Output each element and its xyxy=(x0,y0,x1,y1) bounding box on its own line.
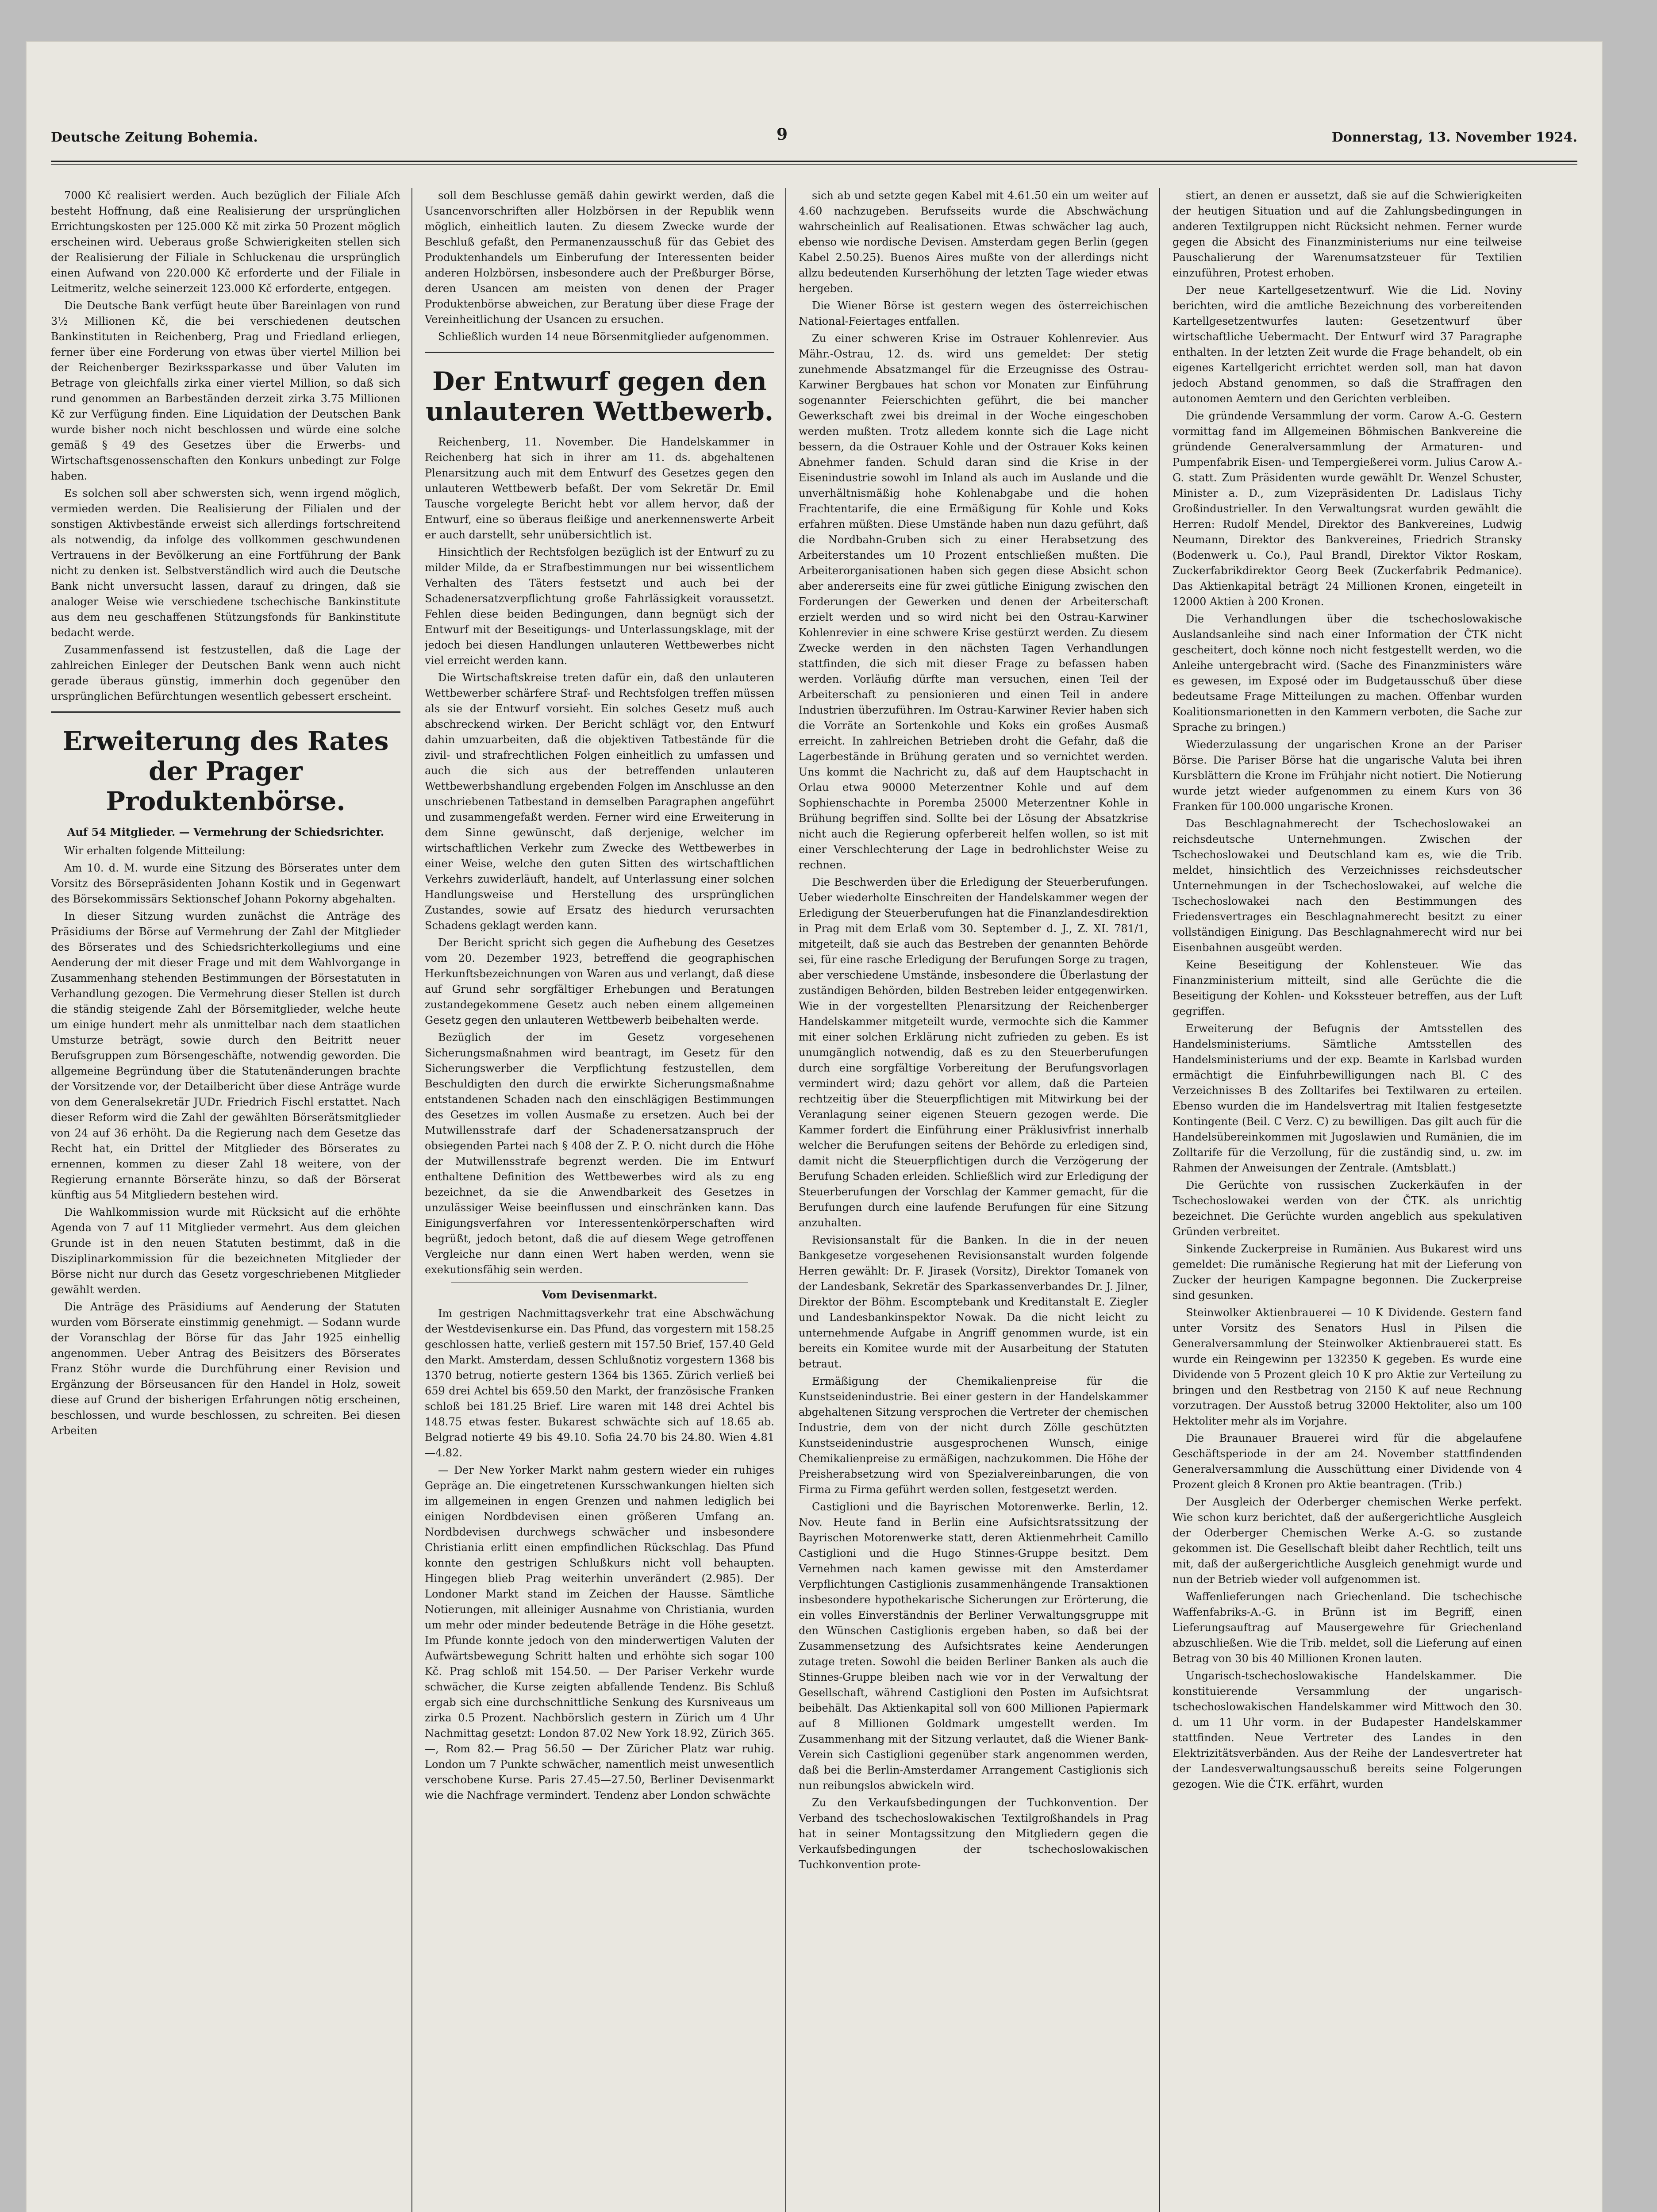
article-paragraph: Wir erhalten folgende Mitteilung: xyxy=(64,845,246,857)
article-paragraph: Keine Beseitigung der Kohlensteuer. Wie das Finanzministerium mitteilt, sind alle Gerüchte die die Beseitigung der Kohlen- und Kokssteuer betreffen, aus der Luft gegriffen. xyxy=(1173,959,1522,1018)
article-paragraph: In dieser Sitzung wurden zunächst die Anträge des Präsidiums der Börse auf Vermehrung der Zahl der Mitglieder des Börserates und des Schiedsrichterkollegiums und eine Aenderung der mit dieser Frage und mit dem Wahlvorgange in Zusammenhang stehenden Bestimmungen der Börsestatuten in Verhandlung gezogen. Die Vermehrung dieser Stellen ist durch die ständig steigende Zahl der Börsemitglieder, welche heute um einige hundert mehr als unmittelbar nach dem staatlichen Umsturze beträgt, sowie durch den Beitritt neuer Berufsgruppen zum Börsengeschäfte, notwendig geworden. Die allgemeine Begründung über die Statutenänderungen brachte der Vorsitzende vor, der Detailbericht über diese Anträge wurde von dem Generalsekretär JUDr. Friedrich Fischl erstattet. Nach dieser Reform wird die Zahl der gewählten Börserätsmitglieder von 24 auf 36 erhöht. Da die Regierung nach dem Gesetze das Recht hat, ein Drittel der Mitglieder des Börserates zu ernennen, kommen zu dieser Zahl 18 weitere, von der Regierung ernannte Börseräte hinzu, so daß der Börserat künftig aus 54 Mitgliedern bestehen wird. xyxy=(51,910,400,1201)
article-paragraph: Der Bericht spricht sich gegen die Aufhebung des Gesetzes vom 20. Dezember 1923, betreffend die geographischen Herkunftsbezeichnungen von Waren aus und verlangt, daß diese auf Grund sehr sorgfältiger Erhebungen und Beratungen zustandegekommene Gesetz auch neben einem allgemeinen Gesetz gegen den unlauteren Wettbewerb beibehalten werde. xyxy=(425,937,774,1026)
article-paragraph: Hinsichtlich der Rechtsfolgen bezüglich ist der Entwurf zu zu milder Milde, da er Strafbestimmungen nur bei wissentlichem Verhalten des Täters festsetzt und auch bei der Schadenersatzverpflichtung große Fahrlässigkeit voraussetzt. Fehlen diese beiden Bedingungen, dann begnügt sich der Entwurf mit der Beseitigungs- und Unterlassungsklage, mit der jedoch bei diesen Handlungen unlauteren Wettbewerbes nicht viel erreicht werden kann. xyxy=(425,546,774,667)
article-paragraph: stiert, an denen er aussetzt, daß sie auf die Schwierigkeiten der heutigen Situation und auf die Zahlungsbedingungen in anderen Textilgruppen nicht Rücksicht nehmen. Ferner wurde gegen die Absicht des Finanzministeriums nur eine teilweise Pauschalierung der Warenumsatzsteuer für Textilien einzuführen, Protest erhoben. xyxy=(1173,189,1522,279)
column-1 xyxy=(51,188,400,2212)
article-paragraph: Am 10. d. M. wurde eine Sitzung des Börserates unter dem Vorsitz des Börsepräsidenten Johann Kostik und in Gegenwart des Börsekommissärs Sektionschef Johann Pokorny abgehalten. xyxy=(51,862,400,905)
page-number: 9 xyxy=(777,125,788,144)
column-3 xyxy=(799,188,1148,2212)
article-paragraph: Die Anträge des Präsidiums auf Aenderung der Statuten wurden vom Börserate einstimmig genehmigt. — Sodann wurde der Voranschlag der Börse für das Jahr 1925 einhellig angenommen. Ueber Antrag des Beisitzers des Börserates Franz Stöhr wurde die Durchführung einer Revision und Ergänzung der Börseusancen für den Handel in Holz, soweit diese auf Grund der bisherigen Erfahrungen nötig erscheinen, beschlossen, und wurde beschlossen, zu schreiten. Bei diesen Arbeiten xyxy=(51,1301,400,1437)
issue-date: Donnerstag, 13. November 1924. xyxy=(1331,130,1577,145)
article-paragraph: Zu einer schweren Krise im Ostrauer Kohlenrevier. Aus Mähr.-Ostrau, 12. ds. wird uns gemeldet: Der stetig zunehmende Absatzmangel für die Erzeugnisse des Ostrau-Karwiner Bergbaues hat schon vor Monaten zur Einführung sogenannter Feierschichten geführt, die bei mancher Gewerkschaft zwei bis dreimal in der Woche eingeschoben werden mußten. Trotz alledem konnte sich die Lage nicht bessern, da die Ostrauer Kohle und der Ostrauer Koks keinen Abnehmer fanden. Schuld daran sind die Krise in der Eisenindustrie sowohl im Inland als auch im Auslande und die unverhältnismäßig hohe Kohlenabgabe und die hohen Frachtentarife, die eine Ermäßigung für Kohle und Koks erfahren müßten. Diese Umstände haben nun dazu geführt, daß die Nordbahn-Gruben sich zu einer Herabsetzung des Arbeiterstandes um 10 Prozent entschließen mußten. Die Arbeiterorganisationen haben sich gegen diese Absicht schon aber andererseits eine für zwei gütliche Einigung zwischen den Forderungen der Gewerken und denen der Arbeiterschaft erzielt werden und so wird nicht bei den Ostrau-Karwiner Kohlenrevier in eine schwere Krise gestürzt werden. Zu diesem Zwecke werden in den nächsten Tagen Verhandlungen stattfinden, die sich mit dieser Frage zu befassen haben werden. Vorläufig dürfte man versuchen, einen Teil der Arbeiterschaft zu pensionieren und einen Teil in andere Industrien überzuführen. Im Ostrau-Karwiner Revier haben sich die Vorräte an Sortenkohle und Koks ein großes Ausmaß erreicht. In zahlreichen Betrieben droht die Gefahr, daß die Lagerbestände in Brühung geraten und so vernichtet werden. Uns kommt die Nachricht zu, daß auf dem Hauptschacht in Orlau etwa 90000 Meterzentner Kohle und auf dem Sophienschachte in Poremba 25000 Meterzentner Kohle in Brühung begriffen sind. Sollte bei der Lösung der Absatzkrise nicht auch die Regierung opferbereit helfen wollen, so ist mit einer Verschlechterung der Lage in bedrohlichster Weise zu rechnen. xyxy=(799,332,1148,871)
column-divider xyxy=(1159,188,1160,2212)
article-paragraph: Waffenlieferungen nach Griechenland. Die tschechische Waffenfabriks-A.-G. in Brünn ist im Begriff, einen Lieferungsauftrag auf Mausergewehre für Griechenland abzuschließen. Wie die Trib. meldet, soll die Lieferung auf einen Betrag von 30 bis 40 Millionen Kronen lauten. xyxy=(1173,1590,1522,1665)
article-paragraph: Die Gerüchte von russischen Zuckerkäufen in der Tschechoslowakei werden von der ČTK. als unrichtig bezeichnet. Die Gerüchte wurden angeblich aus spekulativen Gründen verbreitet. xyxy=(1173,1179,1522,1238)
article-paragraph: Die gründende Versammlung der vorm. Carow A.-G. Gestern vormittag fand im Allgemeinen Böhmischen Bankvereine die gründende Generalversammlung der Armaturen- und Pumpenfabrik Eisen- und Tempergießerei vorm. Julius Carow A.-G. statt. Zum Präsidenten wurde gewählt Dr. Wenzel Schuster, Minister a. D., zum Vizepräsidenten Dr. Ladislaus Tichy Großindustrieller. In den Verwaltungsrat wurden gewählt die Herren: Rudolf Mendel, Direktor des Bankvereines, Ludwig Neumann, Direktor des Bankvereines, Friedrich Stransky (Bodenwerk u. Co.), Paul Brandl, Direktor Viktor Roskam, Zuckerfabrikdirektor Georg Beek (Zuckerfabrik Pedmanice). Das Aktienkapital beträgt 24 Millionen Kronen, eingeteilt in 12000 Aktien à 200 Kronen. xyxy=(1173,410,1522,608)
newspaper-page xyxy=(27,42,1602,2212)
article-paragraph: Die Verhandlungen über die tschechoslowakische Auslandsanleihe sind nach einer Information der ČTK nicht gescheitert, doch könne noch nicht festgestellt werden, wo die Anleihe untergebracht wird. (Sache des Finanzministers wäre es gewesen, im Exposé oder im Budgetausschuß über diese bedeutsame Frage Mitteilungen zu machen. Offenbar wurden Koalitionsmarionetten in den Kammern verboten, die Sache zur Sprache zu bringen.) xyxy=(1173,613,1522,733)
article-paragraph: Ungarisch-tschechoslowakische Handelskammer. Die konstituierende Versammlung der ungarisch-tschechoslowakischen Handelskammer wird Mittwoch den 30. d. um 11 Uhr vorm. in der Budapester Handelskammer stattfinden. Neue Vertreter des Landes in den Elektrizitätsverbänden. Aus der Reihe der Landesvertreter hat der Landesverwaltungsausschuß bereits seine Folgerungen gezogen. Wie die ČTK. erfährt, wurden xyxy=(1173,1670,1522,1790)
headline-prager-produktenboerse: Erweiterung des Rates der Prager Produktenbörse. xyxy=(62,726,389,816)
article-paragraph: Der Ausgleich der Oderberger chemischen Werke perfekt. Wie schon kurz berichtet, daß der außergerichtliche Ausgleich der Oderberger Chemischen Werke A.-G. so zustande gekommen ist. Die Gesellschaft bleibt daher Rechtlich, teilt uns mit, daß der außergerichtliche Ausgleich genehmigt wurde und nun der Betrieb wieder voll aufgenommen ist. xyxy=(1173,1496,1522,1586)
article-paragraph: Zusammenfassend ist festzustellen, daß die Lage der zahlreichen Einleger der Deutschen Bank wenn auch nicht gerade überaus günstig, immerhin doch gegenüber den ursprünglichen Befürchtungen wesentlich gebessert erscheint. xyxy=(51,644,400,703)
article-paragraph: Reichenberg, 11. November. Die Handelskammer in Reichenberg hat sich in ihrer am 11. ds. abgehaltenen Plenarsitzung auch mit dem Entwurf des Gesetzes gegen den unlauteren Wettbewerb befaßt. Der vom Sekretär Dr. Emil Tausche vorgelegte Bericht hebt vor allem hervor, daß der Entwurf, eine so überaus fleißige und anerkennenswerte Arbeit er auch darstellt, sehr unübersichtlich ist. xyxy=(425,436,774,541)
article-paragraph: Zu den Verkaufsbedingungen der Tuchkonvention. Der Verband des tschechoslowakischen Textilgroßhandels in Prag hat in seiner Montagssitzung den Mitgliedern gegen die Verkaufsbedingungen der tschechoslowakischen Tuchkonvention prote- xyxy=(799,1797,1148,1871)
header-rule xyxy=(51,161,1577,162)
article-paragraph: Die Beschwerden über die Erledigung der Steuerberufungen. Ueber wiederholte Einschreiten der Handelskammer wegen der Erledigung der Steuerberufungen hat die Finanzlandesdirektion in Prag mit dem Erlaß vom 30. September d. J., Z. XI. 781/1, mitgeteilt, daß sie auch das Bestreben der genannten Behörde sei, für eine rasche Erledigung der Berufungen Sorge zu tragen, aber verschiedene Umstände, insbesondere die Überlastung der zuständigen Behörden, bilden Bestreben leider entgegenwirken. Wie in der vorgestellten Plenarsitzung der Reichenberger Handelskammer mitgeteilt wurde, vermochte sich die Kammer mit einer solchen Erklärung nicht zufrieden zu geben. Es ist unumgänglich notwendig, daß es zu den Steuerberufungen durch eine sorgfältige Vorbereitung der Berufungsvorlagen vermindert wird; dazu gehört vor allem, daß die Parteien rechtzeitig über die Steuerpflichtigen mit Mitwirkung bei der Veranlagung seiner eigenen Steuern gezogen werde. Die Kammer fordert die Einführung einer Präklusivfrist innerhalb welcher die Berufungen seitens der Behörde zu erledigen sind, damit nicht die Steuerpflichtigen durch die Verzögerung der Berufung Schaden erleiden. Schließlich wird zur Erledigung der Steuerberufungen der Vorschlag der Kammer gemacht, für die Berufungen durch eine laufende Berufungen für eine Sitzung anzuhalten. xyxy=(799,876,1148,1229)
page-header xyxy=(51,122,1577,157)
header-rule-thin xyxy=(51,164,1577,165)
article-paragraph: 7000 Kč realisiert werden. Auch bezüglich der Filiale Aſch besteht Hoffnung, daß eine Realisierung der ursprünglichen Errichtungskosten per 125.000 Kč mit zirka 50 Prozent möglich erscheinen wird. Ueberaus große Schwierigkeiten stellen sich der Realisierung der Filiale in Schluckenau die ursprünglich einen Aufwand von 220.000 Kč erforderte und der Filiale in Leitmeritz, welche seinerzeit 123.000 Kč erforderte, entgegen. xyxy=(51,189,400,295)
article-separator xyxy=(425,352,774,353)
article-paragraph: Sinkende Zuckerpreise in Rumänien. Aus Bukarest wird uns gemeldet: Die rumänische Regierung hat mit der Lieferung von Zucker der heurigen Kampagne begonnen. Die Zuckerpreise sind gesunken. xyxy=(1173,1243,1522,1302)
article-paragraph: Ermäßigung der Chemikalienpreise für die Kunstseidenindustrie. Bei einer gestern in der Handelskammer abgehaltenen Sitzung versprochen die Vertreter der chemischen Industrie, dem von der nicht durch Zölle geschützten Kunstseidenindustrie ausgesprochenen Wunsch, einige Chemikalienpreise zu ermäßigen, nachzukommen. Die Höhe der Preisherabsetzung wird von Spezialvereinbarungen, die von Firma zu Firma geführt werden sollen, festgesetzt werden. xyxy=(799,1375,1148,1496)
article-paragraph: soll dem Beschlusse gemäß dahin gewirkt werden, daß die Usancenvorschriften aller Holzbörsen in der Republik wenn möglich, einheitlich lauten. Zu diesem Zwecke wurde der Beschluß gefaßt, den Permanenzausschuß für das Gebiet des Produktenhandels um Einberufung der Interessenten beider anderen Holzbörsen, insbesondere auch der Preßburger Börse, deren Usancen am meisten von denen der Prager Produktenbörse abweichen, zur Beratung über diese Frage der Vereinheitlichung der Usancen zu ersuchen. xyxy=(425,189,774,326)
column-divider xyxy=(785,188,786,2212)
article-paragraph: Revisionsanstalt für die Banken. In die in der neuen Bankgesetze vorgesehenen Revisionsanstalt wurden folgende Herren gewählt: Dr. F. Jirasek (Vorsitz), Direktor Tomanek von der Landesbank, Sekretär des Sparkassenverbandes Dr. J. Jilner, Direktor der Böhm. Escomptebank und Kreditanstalt E. Ziegler und Landesbankinspektor Nowak. Da die nicht leicht zu unternehmende Aufgabe in Angriff genommen wurde, ist ein bereits ein Komitee wurde mit der Ausarbeitung der Statuten betraut. xyxy=(799,1234,1148,1370)
column-2 xyxy=(425,188,774,2212)
article-paragraph: Schließlich wurden 14 neue Börsenmitglieder aufgenommen. xyxy=(438,330,769,343)
article-paragraph: Bezüglich der im Gesetz vorgesehenen Sicherungsmaßnahmen wird beantragt, im Gesetz für den Sicherungswerber die Verpflichtung festzustellen, dem Beschuldigten den durch die erwirkte Sicherungsmaßnahme entstandenen Schaden nach den einschlägigen Bestimmungen des Gesetzes im vollen Ausmaße zu ersetzen. Auch bei der Mutwillensstrafe darf der Schadenersatzanspruch der obsiegenden Partei nach § 408 der Z. P. O. nicht durch die Höhe der Mutwillensstrafe begrenzt werden. Die im Entwurf enthaltene Definition des Wettbewerbes wird als zu eng bezeichnet, da sie die Anwendbarkeit des Gesetzes in unzulässiger Weise beeinflussen und einschränken kann. Das Einigungsverfahren vor Interessentenkörperschaften wird begrüßt, jedoch betont, daß die auf diesem Wege getroffenen Vergleiche nur dann einen Wert haben werden, wenn sie exekutionsfähig sein werden. xyxy=(425,1031,774,1276)
article-paragraph: Steinwolker Aktienbrauerei — 10 K Dividende. Gestern fand unter Vorsitz des Senators Husl in Pilsen die Generalversammlung der Steinwolker Aktienbrauerei statt. Es wurde ein Reingewinn per 132350 K gegeben. Es wurde eine Dividende von 5 Prozent gleich 10 K pro Aktie zur Verteilung zu bringen und den Restbetrag von 2150 K auf neue Rechnung vorzutragen. Der Ausstoß betrug 32000 Hektoliter, also um 100 Hektoliter mehr als im Vorjahre. xyxy=(1173,1306,1522,1427)
column-divider xyxy=(411,188,412,2212)
section-title-devisenmarkt: Vom Devisenmarkt. xyxy=(542,1288,657,1301)
article-paragraph: Die Wirtschaftskreise treten dafür ein, daß den unlauteren Wettbewerber schärfere Straf- und Rechtsfolgen treffen müssen als sie der Entwurf vorsieht. Ein solches Gesetz muß auch abschreckend wirken. Der Bericht schlägt vor, den Entwurf dahin umzuarbeiten, daß die objektiven Tatbestände für die zivil- und strafrechtlichen Folgen einheitlich zu umfassen und auch die sich aus der betreffenden unlauteren Wettbewerbshandlung ergebenden Folgen im Anschlusse an den unschriebenen Tatbestand in demselben Paragraphen angeführt und zusammengefaßt werden. Ferner wird eine Erweiterung in dem Sinne gewünscht, daß derjenige, welcher im wirtschaftlichen Verkehr zum Zwecke des Wettbewerbes in einer Weise, welche den guten Sitten des wirtschaftlichen Verkehrs zuwiderläuft, handelt, auf Unterlassung einer solchen Handlungsweise und Herstellung des ursprünglichen Zustandes, sowie auf Ersatz des hiedurch verursachten Schadens geklagt werden kann. xyxy=(425,672,774,932)
article-paragraph: Die Deutsche Bank verfügt heute über Bareinlagen von rund 3½ Millionen Kč, die bei verschiedenen deutschen Bankinstituten in Reichenberg, Prag und Friedland erliegen, ferner über eine Forderung von etwas über viertel Million bei der Reichenberger Bezirkssparkasse und über Valuten im Betrage von gleichfalls zirka einer viertel Million, so daß sich rund genommen an Barbeständen derzeit zirka 3.75 Millionen Kč zur Verfügung finden. Eine Liquidation der Deutschen Bank wurde bisher noch nicht beschlossen und würde eine solche gemäß § 49 des Gesetzes über die Erwerbs- und Wirtschaftsgenossenschaften den Konkurs unbedingt zur Folge haben. xyxy=(51,300,400,482)
article-paragraph: Wiederzulassung der ungarischen Krone an der Pariser Börse. Die Pariser Börse hat die ungarische Valuta bei ihren Kursblättern die Krone im Frühjahr nicht notiert. Die Notierung wurde jetzt wieder aufgenommen zu einem Kurs von 36 Franken für 100.000 ungarische Kronen. xyxy=(1173,738,1522,813)
article-separator xyxy=(51,711,400,713)
article-paragraph: Die Wahlkommission wurde mit Rücksicht auf die erhöhte Agenda von 7 auf 11 Mitglieder vermehrt. Aus dem gleichen Grunde ist in den neuen Statuten bestimmt, daß in die Disziplinarkommission für die bezeichneten Mitglieder der Börse nicht nur durch das Gesetz vorgeschriebenen Mitglieder gewählt werden. xyxy=(51,1206,400,1296)
subheadline: Auf 54 Mitglieder. — Vermehrung der Schiedsrichter. xyxy=(67,826,384,838)
article-paragraph: sich ab und setzte gegen Kabel mit 4.61.50 ein um weiter auf 4.60 nachzugeben. Berufsseits wurde die Abschwächung wahrscheinlich auf Realisationen. Etwas schwächer lag auch, ebenso wie nordische Devisen. Amsterdam gegen Berlin (gegen Kabel 2.50.25). Buenos Aires mußte von der allerdings nicht allzu bedeutenden Kurserhöhung der letzten Tage wieder etwas hergeben. xyxy=(799,189,1148,295)
article-paragraph: Erweiterung der Befugnis der Amtsstellen des Handelsministeriums. Sämtliche Amtsstellen des Handelsministeriums und der exp. Beamte in Karlsbad wurden ermächtigt die Einfuhrbewilligungen nach Bl. C des Verzeichnisses B des Zolltarifes bei Textilwaren zu erteilen. Ebenso wurden die im Handelsvertrag mit Italien festgesetzte Kontingente (Beil. C Verz. C) zu bewilligen. Das gilt auch für die Handelsübereinkommen mit Jugoslawien und Rumänien, die im Zolltarife für die Verzollung, für die zuständig sind, u. zw. im Rahmen der Anweisungen der Zentrale. (Amtsblatt.) xyxy=(1173,1022,1522,1174)
article-separator xyxy=(451,1282,748,1283)
masthead-left: Deutsche Zeitung Bohemia. xyxy=(51,130,258,145)
article-paragraph: Im gestrigen Nachmittagsverkehr trat eine Abschwächung der Westdevisenkurse ein. Das Pfund, das vorgestern mit 158.25 geschlossen hatte, verließ gestern mit 157.50 Brief, 157.40 Geld den Markt. Amsterdam, dessen Schlußnotiz vorgestern 1368 bis 1370 betrug, notierte gestern 1364 bis 1365. Zürich verließ bei 659 drei Achtel bis 659.50 den Markt, der französische Franken schloß bei 181.25 Brief. Lire waren mit 148 drei Achtel bis 148.75 etwas fester. Bukarest schwächte sich auf 18.65 ab. Belgrad notierte 49 bis 49.10. Sofia 24.70 bis 24.80. Wien 4.81—4.82. xyxy=(425,1307,774,1459)
article-paragraph: Die Braunauer Brauerei wird für die abgelaufene Geschäftsperiode in der am 24. November stattfindenden Generalversammlung die Ausschüttung einer Dividende von 4 Prozent gleich 8 Kronen pro Aktie beantragen. (Trib.) xyxy=(1173,1432,1522,1491)
article-paragraph: Das Beschlagnahmerecht der Tschechoslowakei an reichsdeutsche Unternehmungen. Zwischen der Tschechoslowakei und Deutschland kam es, wie die Trib. meldet, hinsichtlich des Verzeichnisses reichsdeutscher Unternehmungen in der Tschechoslowakei, auf welche die Tschechoslowakei nach den Bestimmungen des Friedensvertrages ein Beschlagnahmerecht besitzt zu einer vollständigen Einigung. Das Beschlagnahmerecht wird nur bei Eisenbahnen ausgeübt werden. xyxy=(1173,818,1522,954)
headline-unlauterer-wettbewerb: Der Entwurf gegen den unlauteren Wettbewerb. xyxy=(425,366,774,426)
article-paragraph: Es solchen soll aber schwersten sich, wenn irgend möglich, vermieden werden. Die Realisierung der Filialen und der sonstigen Aktivbestände erweist sich allerdings fortschreitend als notwendig, da infolge des vollkommen geschwundenen Vertrauens in der Bevölkerung an eine Fortführung der Bank nicht zu denken ist. Selbstverständlich wird auch die Deutsche Bank nicht unversucht lassen, darauf zu dringen, daß sie analoger Weise wie verschiedene tschechische Bankinstitute aus dem neu geschaffenen Stützungsfonds für Bankinstitute bedacht werde. xyxy=(51,487,400,639)
article-paragraph: Der neue Kartellgesetzentwurf. Wie die Lid. Noviny berichten, wird die amtliche Bezeichnung des vorbereitenden Kartellgesetzentwurfes lauten: Gesetzentwurf über wirtschaftliche Uebermacht. Der Entwurf wird 37 Paragraphe enthalten. In der letzten Zeit wurde die Frage behandelt, ob ein eigenes Kartellgericht errichtet werden soll, man hat davon jedoch Abstand genommen, so daß die Straffragen den autonomen Aemtern und den Gerichten verbleiben. xyxy=(1173,284,1522,405)
article-paragraph: Castiglioni und die Bayrischen Motorenwerke. Berlin, 12. Nov. Heute fand in Berlin eine Aufsichtsratssitzung der Bayrischen Motorenwerke statt, deren Aktienmehrheit Camillo Castiglioni und die Hugo Stinnes-Gruppe besitzt. Dem Vernehmen nach kamen gewisse mit den Amsterdamer Verpflichtungen Castiglionis zusammenhängende Transaktionen insbesondere hypothekarische Sicherungen zur Erörterung, die ein volles Einverständnis der Berliner Verwaltungsgruppe mit den Wünschen Castiglionis ergeben haben, so daß bei der Zusammensetzung des Aufsichtsrates keine Aenderungen zutage treten. Sowohl die beiden Berliner Banken als auch die Stinnes-Gruppe bleiben nach wie vor in der Verwaltung der Gesellschaft, während Castiglioni den Posten im Aufsichtsrat beibehält. Das Aktienkapital soll von 600 Millionen Papiermark auf 8 Millionen Goldmark umgestellt werden. Im Zusammenhang mit der Sitzung verlautet, daß die Wiener Bank-Verein sich Castiglioni gegenüber stark angenommen werden, daß bei die Berlin-Amsterdamer Arrangement Castiglionis sich nun reibungslos abwickeln wird. xyxy=(799,1501,1148,1792)
article-paragraph: Die Wiener Börse ist gestern wegen des österreichischen National-Feiertages entfallen. xyxy=(799,300,1148,327)
article-paragraph: — Der New Yorker Markt nahm gestern wieder ein ruhiges Gepräge an. Die eingetretenen Kursschwankungen hielten sich im allgemeinen in engen Grenzen und nahmen lediglich bei einigen Nordbdevisen einen größeren Umfang an. Nordbdevisen durchwegs schwächer und insbesondere Christiania erlitt einen empfindlichen Rückschlag. Das Pfund konnte den gestrigen Schlußkurs nicht voll behaupten. Hingegen blieb Prag weiterhin unverändert (2.985). Der Londoner Markt stand im Zeichen der Hausse. Sämtliche Notierungen, mit alleiniger Ausnahme von Christiania, wurden um mehr oder minder bedeutende Beträge in die Höhe gesetzt. Im Pfunde konnte jedoch von den minderwertigen Valuten der Aufwärtsbewegung Schritt halten und erhöhte sich sogar 100 Kč. Prag schloß mit 154.50. — Der Pariser Verkehr wurde schwächer, die Kurse zeigten abfallende Tendenz. Bis Schluß ergab sich eine durchschnittliche Senkung des Kursniveaus um zirka 0.5 Prozent. Nachbörslich gestern in Zürich um 4 Uhr Nachmittag gesetzt: London 87.02 New York 18.92, Zürich 365.—, Rom 82.— Prag 56.50 — Der Züricher Platz war ruhig. London um 7 Punkte schwächer, namentlich meist unwesentlich verschobene Kurse. Paris 27.45—27.50, Berliner Devisenmarkt wie die Nachfrage vermindert. Tendenz aber London schwächte xyxy=(425,1464,774,1801)
column-4 xyxy=(1173,188,1522,2212)
